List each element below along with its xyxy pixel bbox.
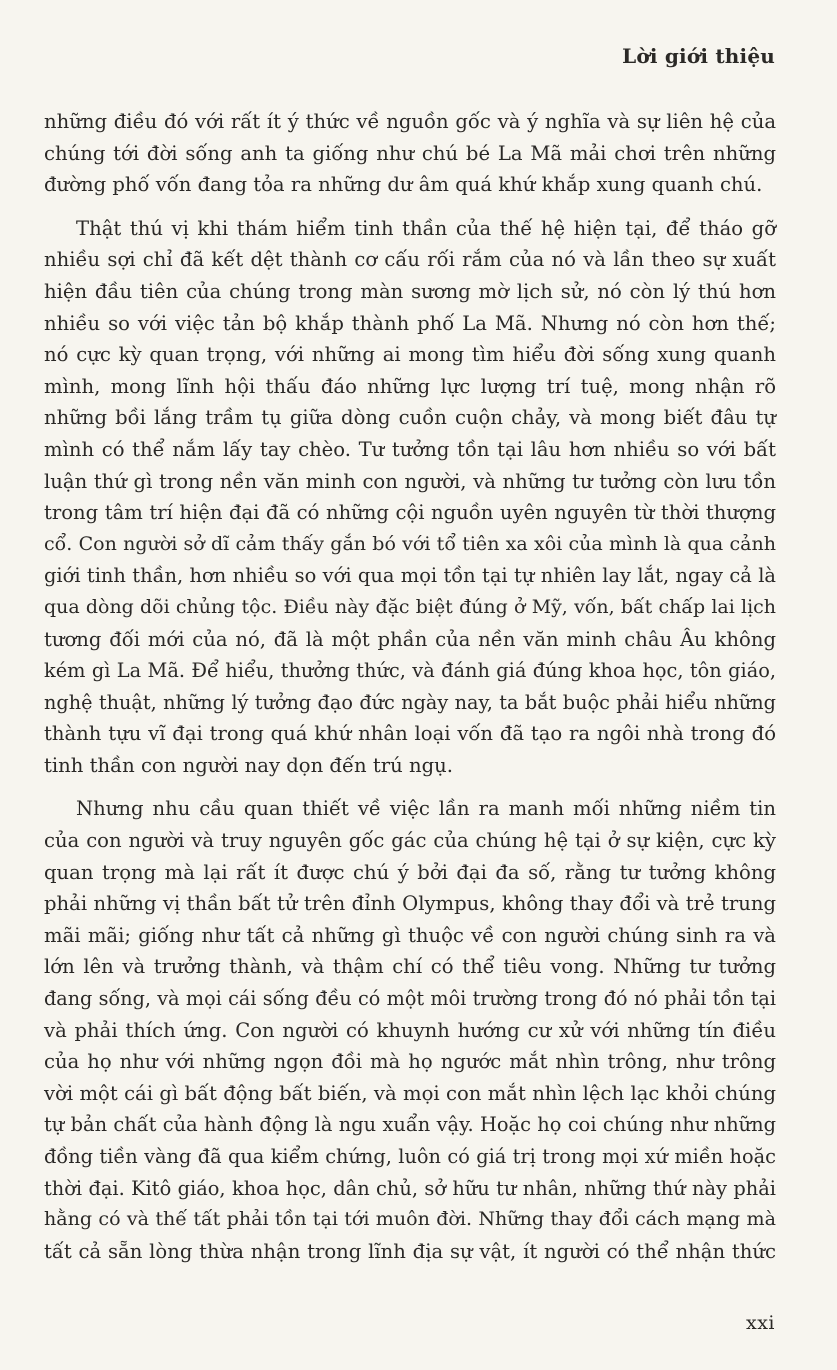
paragraph-1 (44, 106, 776, 201)
text-line: tương đối mới của nó, đã là một phần của nền văn minh châu Âu không (44, 627, 776, 651)
text-line: hằng có và thế tất phải tồn tại tới muôn đời. Những thay đổi cách mạng mà (44, 1208, 776, 1231)
text-line: của con người và truy nguyên gốc gác của chúng hệ tại ở sự kiện, cực kỳ (44, 829, 776, 853)
text-line: nghệ thuật, những lý tưởng đạo đức ngày nay, ta bắt buộc phải hiểu những (44, 690, 776, 714)
text-line: Thật thú vị khi thám hiểm tinh thần của thế hệ hiện tại, để tháo gỡ (76, 216, 776, 240)
running-header-title: Lời giới thiệu (622, 44, 775, 68)
text-line: giới tinh thần, hơn nhiều so với qua mọi tồn tại tự nhiên lay lắt, ngay cả là (44, 564, 776, 588)
page-number: xxi (745, 1312, 775, 1334)
text-line: thời đại. Kitô giáo, khoa học, dân chủ, sở hữu tư nhân, những thứ này phải (44, 1176, 776, 1200)
text-line: những điều đó với rất ít ý thức về nguồn gốc và ý nghĩa và sự liên hệ của (44, 110, 776, 133)
text-line: luận thứ gì trong nền văn minh con người, và những tư tưởng còn lưu tồn (44, 469, 776, 493)
text-line: mãi mãi; giống như tất cả những gì thuộc về con người chúng sinh ra và (44, 923, 776, 947)
text-line: quan trọng mà lại rất ít được chú ý bởi đại đa số, rằng tư tưởng không (44, 860, 776, 884)
text-line: tự bản chất của hành động là ngu xuẩn vậy. Hoặc họ coi chúng như những (44, 1113, 776, 1137)
text-line: Nhưng nhu cầu quan thiết về việc lần ra manh mối những niềm tin (76, 797, 776, 821)
text-line: nhiều sợi chỉ đã kết dệt thành cơ cấu rối rắm của nó và lần theo sự xuất (44, 248, 776, 272)
text-line: kém gì La Mã. Để hiểu, thưởng thức, và đánh giá đúng khoa học, tôn giáo, (44, 659, 776, 683)
text-line: và phải thích ứng. Con người có khuynh hướng cư xử với những tín điều (44, 1018, 776, 1042)
text-line: phải những vị thần bất tử trên đỉnh Olympus, không thay đổi và trẻ trung (44, 892, 776, 916)
body-text (44, 106, 776, 1267)
paragraph-3 (44, 793, 776, 1267)
text-line: tất cả sẵn lòng thừa nhận trong lĩnh địa sự vật, ít người có thể nhận thức (44, 1239, 776, 1263)
text-line: mình, mong lĩnh hội thấu đáo những lực lượng trí tuệ, mong nhận rõ (44, 374, 776, 398)
text-line: lớn lên và trưởng thành, và thậm chí có thể tiêu vong. Những tư tưởng (44, 955, 776, 979)
text-line: đồng tiền vàng đã qua kiểm chứng, luôn có giá trị trong mọi xứ miền hoặc (44, 1145, 776, 1168)
text-line: vời một cái gì bất động bất biến, và mọi con mắt nhìn lệch lạc khỏi chúng (44, 1081, 776, 1105)
text-line: thành tựu vĩ đại trong quá khứ nhân loại vốn đã tạo ra ngôi nhà trong đó (44, 722, 776, 746)
text-line: đường phố vốn đang tỏa ra những dư âm quá khứ khắp xung quanh chú. (44, 173, 763, 197)
text-line: của họ như với những ngọn đồi mà họ ngước mắt nhìn trông, như trông (44, 1050, 776, 1074)
text-line: qua dòng dõi chủng tộc. Điều này đặc biệt đúng ở Mỹ, vốn, bất chấp lai lịch (44, 595, 776, 618)
text-line: hiện đầu tiên của chúng trong màn sương mờ lịch sử, nó còn lý thú hơn (44, 279, 776, 303)
text-line: đang sống, và mọi cái sống đều có một môi trường trong đó nó phải tồn tại (44, 987, 776, 1011)
text-line: trong tâm trí hiện đại đã có những cội nguồn uyên nguyên từ thời thượng (44, 501, 776, 525)
text-line: cổ. Con người sở dĩ cảm thấy gắn bó với tổ tiên xa xôi của mình là qua cảnh (44, 532, 776, 555)
text-line: mình có thể nắm lấy tay chèo. Tư tưởng tồn tại lâu hơn nhiều so với bất (44, 437, 776, 461)
text-line: nhiều so với việc tản bộ khắp thành phố La Mã. Nhưng nó còn hơn thế; (44, 311, 776, 335)
text-line: nó cực kỳ quan trọng, với những ai mong tìm hiểu đời sống xung quanh (44, 343, 776, 367)
text-line: những bồi lắng trầm tụ giữa dòng cuồn cuộn chảy, và mong biết đâu tự (44, 406, 776, 430)
text-line: chúng tới đời sống anh ta giống như chú bé La Mã mải chơi trên những (44, 141, 776, 165)
text-line: tinh thần con người nay dọn đến trú ngụ. (44, 753, 453, 777)
paragraph-2 (44, 213, 776, 782)
